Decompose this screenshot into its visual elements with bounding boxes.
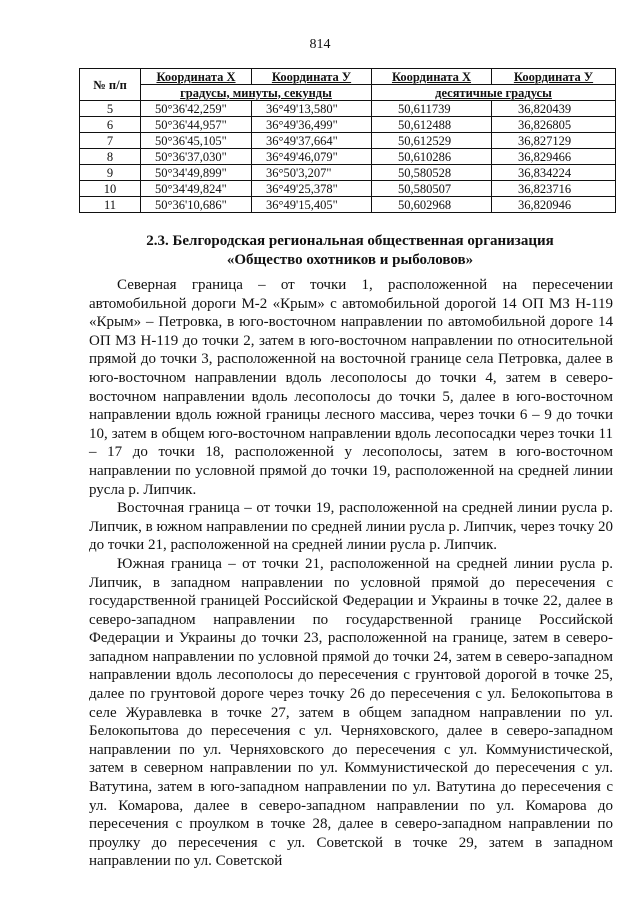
coord-y-dec: 36,826805 (492, 117, 616, 133)
coordinates-table (79, 68, 616, 213)
coord-x-dec: 50,580528 (372, 165, 492, 181)
coord-x-dms: 50°34'49,824" (141, 181, 252, 197)
table-header-row (80, 69, 616, 85)
table-row (80, 197, 616, 213)
row-number: 9 (80, 165, 141, 181)
table-row (80, 181, 616, 197)
coord-y-dms: 36°49'37,664" (252, 133, 372, 149)
unit-decimal: десятичные градусы (372, 85, 616, 101)
table-units-row (80, 85, 616, 101)
section-title-line2: «Общество охотников и рыболовов» (226, 252, 474, 268)
coord-y-dec: 36,820439 (492, 101, 616, 117)
row-number: 7 (80, 133, 141, 149)
row-number: 11 (80, 197, 141, 213)
table-row (80, 149, 616, 165)
coord-x-dms: 50°36'10,686" (141, 197, 252, 213)
coord-y-dms: 36°50'3,207" (252, 165, 372, 181)
unit-dms: градусы, минуты, секунды (141, 85, 372, 101)
body-text (89, 276, 613, 871)
paragraph-north-border: Северная граница – от точки 1, расположенной на пересечении автомобильной дороги М-2 «Крым» с автомобильной дорогой 14 ОП МЗ Н-119 «Крым» – Петровка, в юго-восточном направлении по автомобильной дороге 14 ОП МЗ Н-119 до точки 2, затем в юго-восточном направлении по относительной прямой до точки 3, расположенной на восточной границе села Петровка, далее в юго-восточном направлении вдоль лесополосы до точки 4, затем в северо-восточном направлении вдоль лесополосы до точки 5, далее в юго-восточном направлении вдоль южной границы лесного массива, через точки 6 – 9 до точки 10, затем в общем юго-восточном направлении вдоль лесопосадки через точки 11 – 17 до точки 18, расположенной у лесополосы, затем в юго-восточном направлении по условной прямой до точки 19, расположенной на средней линии русла р. Липчик. (89, 277, 613, 498)
header-coord-y-dec: Координата У (492, 69, 616, 85)
coord-x-dms: 50°36'44,957" (141, 117, 252, 133)
coord-x-dms: 50°36'42,259" (141, 101, 252, 117)
coord-x-dec: 50,612488 (372, 117, 492, 133)
row-number: 6 (80, 117, 141, 133)
header-num: № п/п (80, 69, 141, 101)
table-row (80, 133, 616, 149)
coord-y-dms: 36°49'36,499" (252, 117, 372, 133)
coord-x-dms: 50°36'45,105" (141, 133, 252, 149)
coord-y-dms: 36°49'25,378" (252, 181, 372, 197)
table-row (80, 117, 616, 133)
coord-y-dec: 36,827129 (492, 133, 616, 149)
coord-y-dec: 36,820946 (492, 197, 616, 213)
coord-y-dec: 36,829466 (492, 149, 616, 165)
coord-x-dec: 50,610286 (372, 149, 492, 165)
header-coord-x-dms: Координата X (141, 69, 252, 85)
coord-x-dec: 50,612529 (372, 133, 492, 149)
row-number: 10 (80, 181, 141, 197)
coord-x-dec: 50,580507 (372, 181, 492, 197)
coord-x-dec: 50,611739 (372, 101, 492, 117)
paragraph-south-border: Южная граница – от точки 21, расположенной на средней линии русла р. Липчик, в западном направлении по условной прямой до пересечения с государственной границей Российской Федерации и Украины в точке 22, далее в северо-западном направлении по государственной границе Российской Федерации и Украины до точки 23, расположенной на границе, затем в северо-западном направлении по условной прямой до точки 24, затем в северо-западном направлении вдоль лесополосы до пересечения с грунтовой дорогой в точке 25, далее по грунтовой дороге через точку 26 до пересечения с ул. Белокопытова в селе Журавлевка в точке 27, затем в общем западном направлении по ул. Белокопытова до пересечения с ул. Черняховского, далее в северо-западном направлении по ул. Черняховского до пересечения с ул. Коммунистической, затем в северном направлении по ул. Коммунистической до пересечения с ул. Ватутина, затем в юго-западном направлении по ул. Ватутина до пересечения с ул. Комарова, далее в северо-западном направлении по ул. Комарова до пересечения с проулком в точке 28, далее в северо-западном направлении по проулку до пересечения с ул. Советской в точке 29, затем в западном направлении по ул. Советской (89, 555, 613, 870)
coord-x-dms: 50°36'37,030" (141, 149, 252, 165)
section-title (80, 232, 620, 270)
paragraph-east-border: Восточная граница – от точки 19, расположенной на средней линии русла р. Липчик, в южном направлении по средней линии русла р. Липчик, через точку 20 до точки 21, расположенной на средней линии русла р. Липчик. (89, 500, 613, 554)
coord-x-dms: 50°34'49,899" (141, 165, 252, 181)
coord-y-dec: 36,834224 (492, 165, 616, 181)
coord-x-dec: 50,602968 (372, 197, 492, 213)
coord-y-dms: 36°49'15,405" (252, 197, 372, 213)
section-title-line1: 2.3. Белгородская региональная общественная организация (146, 233, 554, 249)
table-row (80, 165, 616, 181)
header-coord-x-dec: Координата X (372, 69, 492, 85)
coord-y-dec: 36,823716 (492, 181, 616, 197)
table-row (80, 101, 616, 117)
coord-y-dms: 36°49'13,580" (252, 101, 372, 117)
row-number: 8 (80, 149, 141, 165)
coord-y-dms: 36°49'46,079" (252, 149, 372, 165)
header-coord-y-dms: Координата У (252, 69, 372, 85)
page-number: 814 (309, 37, 331, 52)
row-number: 5 (80, 101, 141, 117)
